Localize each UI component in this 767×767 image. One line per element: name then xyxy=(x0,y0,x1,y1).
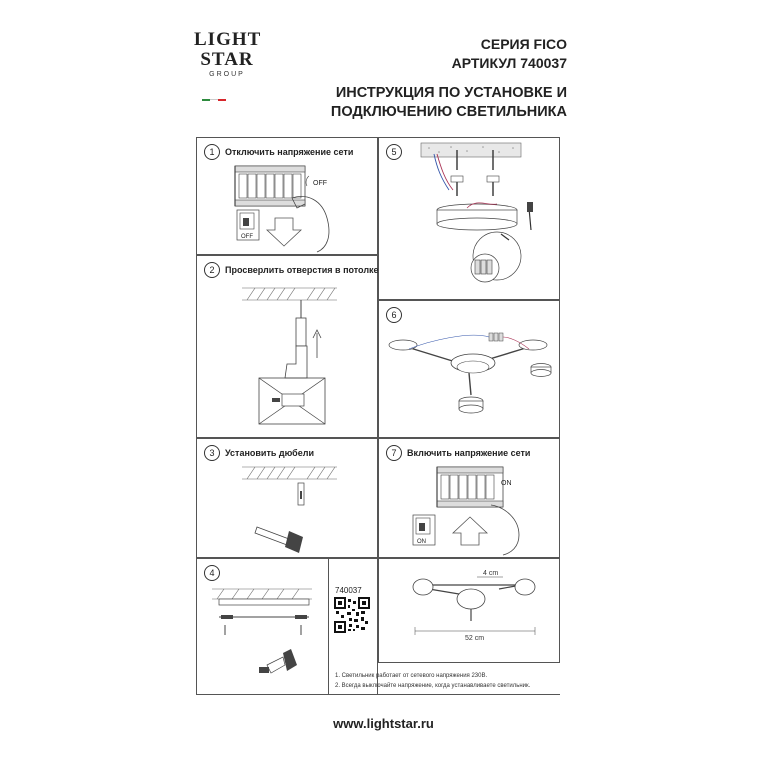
wiring-illustration xyxy=(379,138,559,298)
breaker-on-illustration xyxy=(379,459,559,559)
step-number: 4 xyxy=(204,565,220,581)
note-item: 2. Всегда выключайте напряжение, когда устанавливаете светильник. xyxy=(335,683,531,689)
step-panel-5 xyxy=(378,137,560,300)
step-number: 3 xyxy=(204,445,220,461)
dowel-illustration xyxy=(197,457,377,557)
drill-illustration xyxy=(197,278,377,438)
step-number: 2 xyxy=(204,262,220,278)
switch-off-text: OFF xyxy=(313,180,327,187)
step-number: 5 xyxy=(386,144,402,160)
mount-illustration xyxy=(197,575,327,695)
instruction-title-line-1: ИНСТРУКЦИЯ ПО УСТАНОВКЕ И xyxy=(335,85,567,101)
dimension-small: 4 cm xyxy=(483,570,499,577)
card-off-text: OFF xyxy=(241,234,253,240)
logo-line-1: LIGHT xyxy=(194,29,262,50)
switch-on-text: ON xyxy=(501,480,512,487)
step-label: Отключить напряжение сети xyxy=(225,147,354,157)
article-title: АРТИКУЛ 740037 xyxy=(451,55,567,71)
step-panel-2 xyxy=(196,255,378,438)
step-panel-6 xyxy=(378,300,560,438)
card-on-text: ON xyxy=(417,539,426,545)
assembly-illustration xyxy=(379,301,559,437)
logo-line-2: STAR xyxy=(200,49,254,70)
step-label: Просверлить отверстия в потолке xyxy=(225,265,379,275)
step-number: 1 xyxy=(204,144,220,160)
step-number: 7 xyxy=(386,445,402,461)
logo-line-3: GROUP xyxy=(209,71,245,78)
step-number: 6 xyxy=(386,307,402,323)
breaker-off-illustration xyxy=(197,158,377,254)
brand-logo xyxy=(194,30,260,108)
step-label: Установить дюбели xyxy=(225,448,314,458)
note-item: 1. Светильник работает от сетевого напряжения 230В. xyxy=(335,673,488,679)
website-url[interactable]: www.lightstar.ru xyxy=(333,716,434,731)
step-panel-3 xyxy=(196,438,378,558)
instruction-title-line-2: ПОДКЛЮЧЕНИЮ СВЕТИЛЬНИКА xyxy=(330,104,567,120)
bottom-row-frame xyxy=(328,558,560,695)
series-title: СЕРИЯ FICO xyxy=(480,36,567,52)
step-panel-1 xyxy=(196,137,378,255)
dimension-width: 52 cm xyxy=(465,635,485,642)
product-article: 740037 xyxy=(335,586,362,595)
step-panel-7 xyxy=(378,438,560,558)
step-label: Включить напряжение сети xyxy=(407,448,531,458)
italian-flag-icon xyxy=(202,99,226,101)
